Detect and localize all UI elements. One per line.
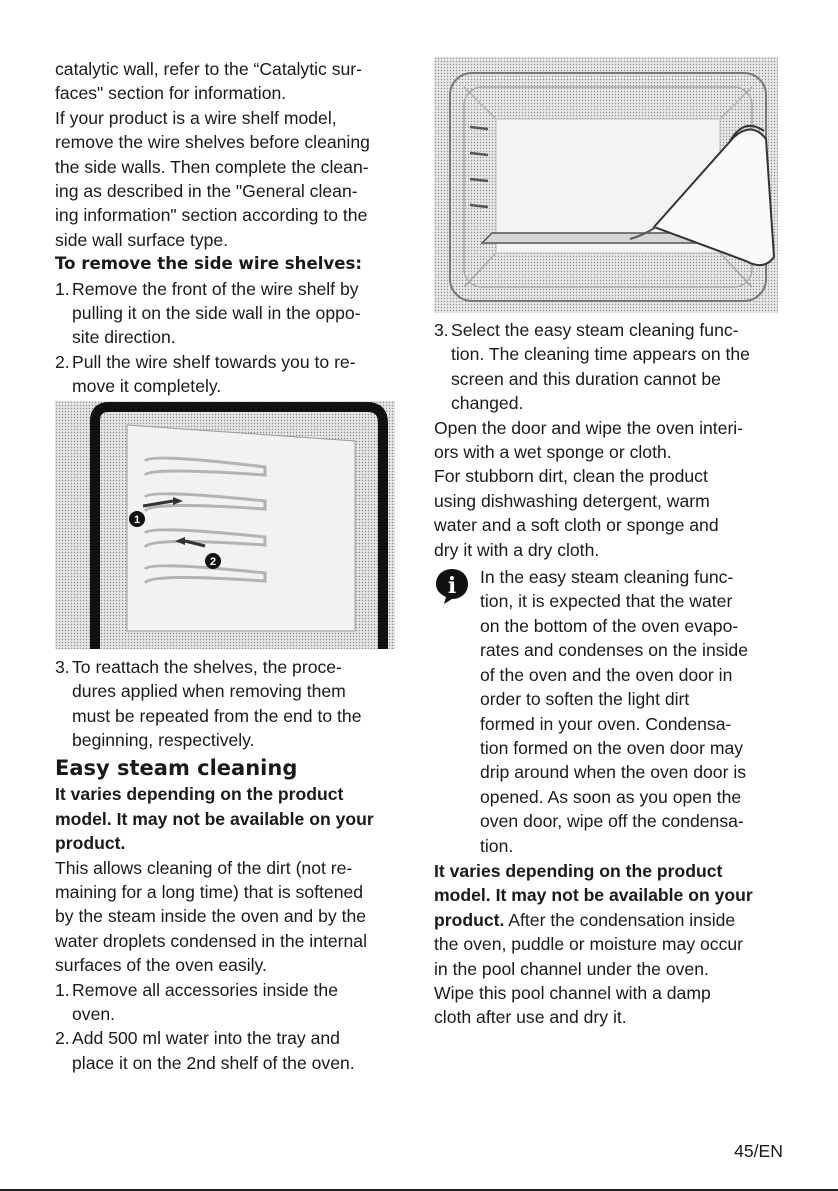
list-item: 1. Remove all accessories inside the oven. — [55, 979, 338, 1024]
list-item: 2. Add 500 ml water into the tray and place it on the 2nd shelf of the oven. — [55, 1028, 355, 1073]
list-item: 2. Pull the wire shelf towards you to re- move it completely. — [55, 351, 356, 397]
info-note — [434, 565, 786, 858]
open-door-paragraph: Open the door and wipe the oven interi- ors with a wet sponge or cloth. — [434, 417, 744, 463]
stubborn-dirt-paragraph: For stubborn dirt, clean the product using dishwashing detergent, warm water and a soft cloth or sponge and dry it with a dry cloth. — [434, 466, 719, 560]
oven-water-pour-illustration — [434, 57, 778, 313]
left-column — [55, 57, 410, 1075]
intro-paragraph: catalytic wall, refer to the “Catalytic sur- faces" section for information. — [55, 59, 363, 104]
svg-text:i: i — [447, 573, 457, 600]
steam-description: This allows cleaning of the dirt (not re- maining for a long time) that is softened by the steam inside the oven and by the water droplets condensed in the internal surfaces of the oven easily. — [55, 857, 367, 976]
info-icon — [434, 565, 480, 858]
section-title: Easy steam cleaning — [55, 756, 298, 781]
wire-shelf-removal-illustration — [55, 401, 395, 649]
select-step-list — [434, 318, 786, 416]
svg-text:1: 1 — [133, 513, 141, 526]
reattach-step-list — [55, 655, 410, 753]
remove-steps-list — [55, 277, 410, 399]
availability-note: It varies depending on the product model. It may not be available on your product. — [55, 784, 374, 854]
list-item: 1. Remove the front of the wire shelf by pulling it on the side wall in the oppo- site direction. — [55, 278, 361, 348]
condensation-paragraph: It varies depending on the product model. It may not be available on your product. After the condensation inside the oven, puddle or moisture may occur in the pool channel under the oven. Wipe this pool channel with a damp cloth after use and dry it. — [434, 860, 753, 1028]
steam-steps-list — [55, 978, 410, 1076]
wire-shelf-paragraph: If your product is a wire shelf model, remove the wire shelves before cleaning the side walls. Then complete the clean- ing as described in the "General clean- ing information" section according to the side wall surface type. — [55, 107, 370, 250]
info-note-text: In the easy steam cleaning func- tion, it is expected that the water on the bottom of the oven evapo- rates and condenses on the inside of the oven and the oven door in order to soften the light dirt formed in your oven. Condensa- tion formed on the oven door may drip around when the oven door is opened. As soon as you open the oven door, wipe off the condensa- tion. — [480, 567, 749, 856]
right-column — [434, 57, 786, 1030]
svg-text:2: 2 — [209, 555, 217, 568]
list-item: 3. Select the easy steam cleaning func- tion. The cleaning time appears on the screen and this duration cannot be changed. — [434, 320, 750, 414]
page-number: 45/EN — [734, 1141, 783, 1161]
list-item: 3. To reattach the shelves, the proce- dures applied when removing them must be repeated from the end to the beginning, respectively. — [55, 656, 362, 750]
remove-shelves-heading: To remove the side wire shelves: — [55, 254, 362, 274]
